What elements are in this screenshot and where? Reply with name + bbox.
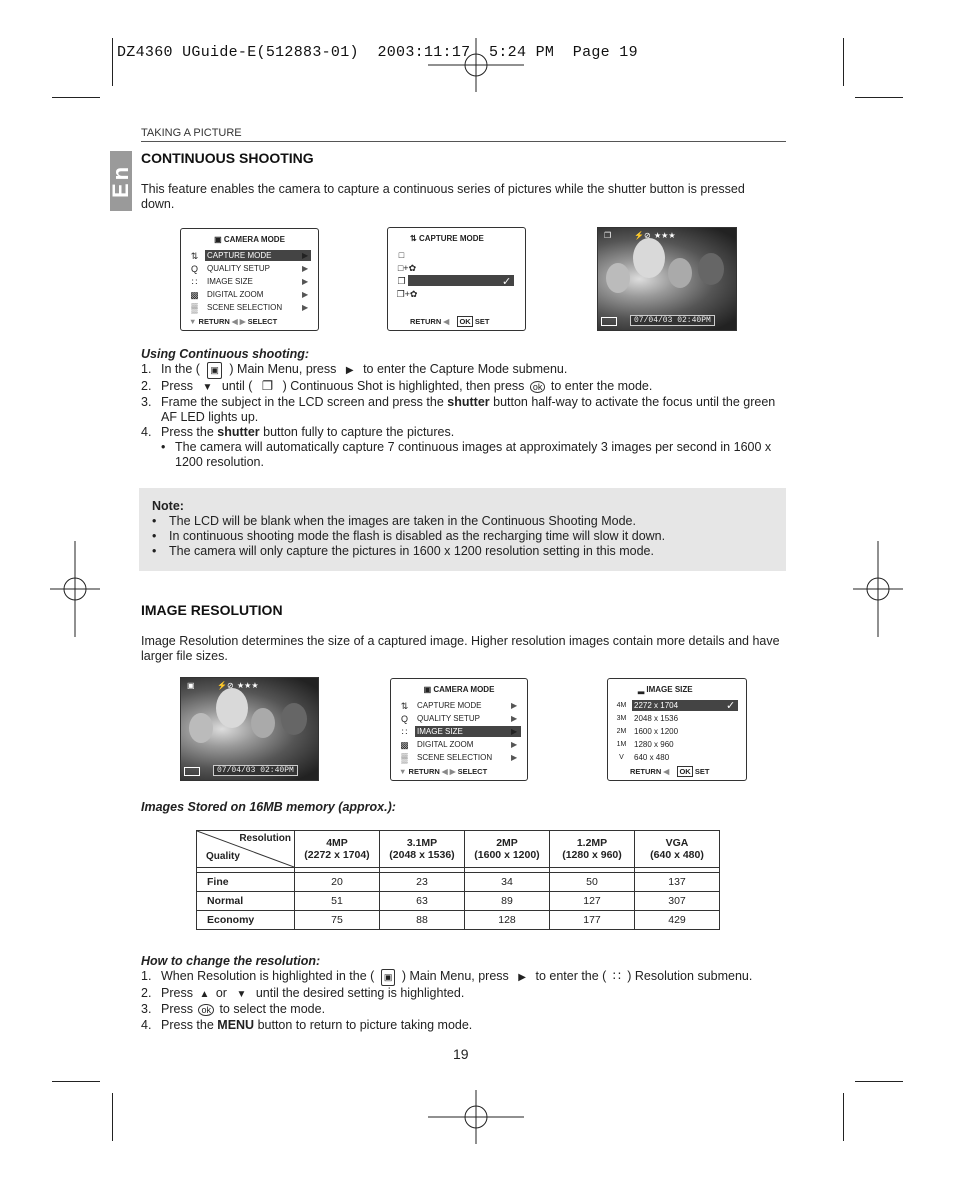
right-arrow-icon: ▶	[511, 701, 518, 710]
vga-icon: V	[619, 754, 624, 761]
table-column-header: 3.1MP (2048 x 1536)	[380, 831, 465, 868]
image-size-menu-screen	[607, 678, 747, 781]
quality-icon: Q	[190, 264, 198, 274]
table-cell: 128	[465, 911, 550, 930]
right-arrow-icon: ▶	[511, 753, 518, 762]
camera-mode-menu-screen	[180, 228, 319, 331]
quality-stars-icon: ★★★	[237, 681, 259, 690]
table-cell: 88	[380, 911, 465, 930]
checkmark-icon: ✓	[726, 700, 736, 712]
image-size-icon: ∷	[612, 969, 621, 983]
menu-footer: RETURN ◀ OK SET	[630, 767, 710, 776]
scene-icon: ▒	[191, 303, 198, 313]
up-arrow-icon: ▲	[199, 989, 210, 1000]
size-option-640: 640 x 480	[634, 753, 670, 762]
step-3: 3. Press ok to select the mode.	[141, 1002, 326, 1016]
checkmark-icon: ✓	[502, 276, 512, 288]
note-item: • The LCD will be blank when the images are taken in the Continuous Shooting Mode.	[152, 514, 636, 528]
right-arrow-icon: ▶	[511, 714, 518, 723]
battery-icon	[184, 767, 200, 776]
table-cell: 137	[635, 873, 720, 892]
right-arrow-icon: ▶	[302, 277, 309, 286]
table-cell: 51	[295, 892, 380, 911]
table-row	[197, 892, 720, 911]
table-cell: 23	[380, 873, 465, 892]
menu-item-continuous-shot	[408, 275, 514, 286]
crop-mark	[112, 38, 113, 86]
flash-off-icon: ⚡⊘	[634, 231, 651, 240]
photo-subject	[216, 688, 248, 728]
crop-mark	[843, 38, 844, 86]
lcd-photo-preview	[597, 227, 737, 331]
language-tab: En	[110, 151, 132, 211]
table-cell: 63	[380, 892, 465, 911]
menu-title: ▂ IMAGE SIZE	[638, 685, 693, 694]
menu-title: ▣ CAMERA MODE	[423, 685, 495, 694]
registration-target-icon	[428, 1090, 524, 1144]
1mp-icon: 1M	[616, 741, 627, 748]
table-column-header: 1.2MP (1280 x 960)	[550, 831, 635, 868]
right-arrow-icon: ▶	[345, 365, 354, 376]
right-arrow-icon: ▶	[302, 251, 309, 260]
right-arrow-icon: ▶	[302, 290, 309, 299]
menu-item-image-size: IMAGE SIZE	[415, 726, 521, 737]
menu-item-scene-selection: SCENE SELECTION	[207, 303, 283, 312]
menu-item-quality-setup: QUALITY SETUP	[207, 264, 270, 273]
step-1: 1. When Resolution is highlighted in the ( ▣ ) Main Menu, press ▶ to enter the ( ∷ ) Resolution submenu.	[141, 969, 791, 986]
step-3: 3. Frame the subject in the LCD screen and press the shutter button half-way to activate the focus until the green AF LED lights up.	[141, 395, 776, 424]
capture-mode-icon: ⇅	[190, 251, 199, 261]
crop-mark	[52, 1081, 100, 1082]
table-cell: 34	[465, 873, 550, 892]
size-option-1280: 1280 x 960	[634, 740, 674, 749]
note-title: Note:	[152, 499, 184, 513]
registration-target-icon	[428, 38, 524, 92]
size-option-2272: 2272 x 1704	[632, 700, 738, 711]
table-column-header: 4MP (2272 x 1704)	[295, 831, 380, 868]
step-4: 4. Press the MENU button to return to picture taking mode.	[141, 1018, 473, 1032]
battery-icon	[601, 317, 617, 326]
continuous-shot-icon: ❐	[604, 231, 612, 240]
quality-label: Economy	[197, 911, 295, 930]
step-2: 2. Press ▼ until ( ❐ ) Continuous Shot is highlighted, then press ok to enter the mode.	[141, 379, 653, 393]
quality-label: Normal	[197, 892, 295, 911]
table-row	[197, 873, 720, 892]
photo-subject	[281, 703, 307, 735]
camera-mode-menu-screen	[390, 678, 528, 781]
zoom-icon: ▩	[190, 290, 199, 300]
photo-subject	[633, 238, 665, 278]
ok-button-icon: ok	[198, 1004, 214, 1016]
menu-item-scene-selection: SCENE SELECTION	[417, 753, 493, 762]
table-column-header: 2MP (1600 x 1200)	[465, 831, 550, 868]
crop-mark	[52, 97, 100, 98]
images-stored-title: Images Stored on 16MB memory (approx.):	[141, 800, 396, 814]
table-cell: 307	[635, 892, 720, 911]
table-cell: 20	[295, 873, 380, 892]
step-4: 4. Press the shutter button fully to capture the pictures.	[141, 425, 455, 439]
size-option-2048: 2048 x 1536	[634, 714, 679, 723]
image-size-icon: ▂	[638, 685, 645, 694]
zoom-icon: ▩	[400, 740, 409, 750]
photo-subject	[251, 708, 275, 738]
page-number: 19	[453, 1046, 469, 1062]
continuous-shot-icon: ❐	[397, 276, 406, 286]
down-arrow-icon: ▼	[236, 989, 247, 1000]
registration-target-icon	[853, 541, 903, 637]
photo-subject	[606, 263, 630, 293]
right-arrow-icon: ▶	[518, 972, 526, 983]
section-label: TAKING A PICTURE	[141, 127, 242, 139]
using-continuous-title: Using Continuous shooting:	[141, 347, 310, 361]
menu-item-capture-mode: CAPTURE MODE	[205, 250, 311, 261]
crop-mark	[843, 1093, 844, 1141]
size-option-1600: 1600 x 1200	[634, 727, 679, 736]
camera-icon: ▣	[381, 969, 396, 986]
note-item: • In continuous shooting mode the flash is disabled as the recharging time will slow it down.	[152, 529, 666, 543]
table-cell: 127	[550, 892, 635, 911]
table-cell: 429	[635, 911, 720, 930]
menu-item-digital-zoom: DIGITAL ZOOM	[207, 290, 264, 299]
table-cell: 177	[550, 911, 635, 930]
crop-mark	[112, 1093, 113, 1141]
4mp-icon: 4M	[616, 702, 627, 709]
table-cell: 75	[295, 911, 380, 930]
2mp-icon: 2M	[616, 728, 627, 735]
right-arrow-icon: ▶	[302, 303, 309, 312]
image-resolution-title: IMAGE RESOLUTION	[141, 602, 283, 618]
table-column-header: VGA (640 x 480)	[635, 831, 720, 868]
step-1: 1. In the ( ▣ ) Main Menu, press ▶ to enter the Capture Mode submenu.	[141, 362, 786, 379]
photo-subject	[668, 258, 692, 288]
image-size-icon: ∷	[401, 727, 408, 737]
date-stamp: 07/04/03 02:40PM	[213, 765, 298, 776]
table-cell: 50	[550, 873, 635, 892]
print-header: DZ4360 UGuide-E(512883-01) 2003:11:17 5:24 PM Page 19	[117, 44, 638, 61]
down-arrow-icon: ▼	[202, 382, 213, 393]
right-arrow-icon: ▶	[302, 264, 309, 273]
image-size-icon: ∷	[191, 277, 198, 287]
registration-target-icon	[50, 541, 100, 637]
3mp-icon: 3M	[616, 715, 627, 722]
photo-subject	[698, 253, 724, 285]
capture-mode-icon: ⇅	[410, 234, 417, 243]
menu-title: ▣ CAMERA MODE	[214, 235, 285, 244]
header-rule	[141, 141, 786, 142]
single-shot-icon: □	[398, 250, 405, 260]
note-box	[139, 488, 786, 571]
camera-icon: ▣	[214, 235, 222, 244]
quality-icon: Q	[400, 714, 408, 724]
lcd-photo-preview	[180, 677, 319, 781]
camera-icon: ▣	[423, 685, 432, 694]
capture-mode-menu-screen	[387, 227, 526, 331]
right-arrow-icon: ▶	[511, 740, 518, 749]
scene-icon: ▒	[401, 753, 408, 763]
step-2: 2. Press ▲ or ▼ until the desired setting is highlighted.	[141, 986, 465, 1000]
menu-footer: ▼ RETURN ◀ ▶ SELECT	[399, 767, 488, 776]
continuous-timer-icon: ❐+✿	[396, 289, 418, 299]
resolution-table	[196, 830, 720, 930]
self-timer-icon: □+✿	[397, 263, 417, 273]
continuous-steps	[141, 362, 786, 470]
menu-title: ⇅ CAPTURE MODE	[410, 234, 484, 243]
continuous-shooting-title: CONTINUOUS SHOOTING	[141, 150, 314, 166]
quality-label: Fine	[197, 873, 295, 892]
menu-footer: ▼ RETURN ◀ ▶ SELECT	[189, 317, 278, 326]
note-list	[152, 514, 772, 559]
menu-item-image-size: IMAGE SIZE	[207, 277, 253, 286]
resolution-steps	[141, 969, 791, 1033]
camera-icon: ▣	[207, 362, 222, 379]
camera-icon: ▣	[187, 681, 195, 690]
menu-item-quality-setup: QUALITY SETUP	[417, 714, 480, 723]
continuous-shot-icon: ❐	[261, 379, 274, 393]
step-4-bullet: • The camera will automatically capture 7 continuous images at approximately 3 images per second in 1600 x 1200 resolution.	[161, 440, 772, 469]
resolution-intro: Image Resolution determines the size of a captured image. Higher resolution images contain more details and have larger file sizes.	[141, 634, 780, 663]
date-stamp: 07/04/03 02:40PM	[630, 315, 715, 326]
how-to-change-title: How to change the resolution:	[141, 954, 321, 968]
menu-item-capture-mode: CAPTURE MODE	[417, 701, 482, 710]
continuous-intro: This feature enables the camera to capture a continuous series of pictures while the shutter button is pressed down.	[141, 182, 745, 211]
note-item: • The camera will only capture the pictures in 1600 x 1200 resolution setting in this mode.	[152, 544, 654, 558]
table-header-row	[197, 831, 720, 868]
flash-off-icon: ⚡⊘	[217, 681, 234, 690]
capture-mode-icon: ⇅	[400, 701, 409, 711]
table-row	[197, 911, 720, 930]
photo-subject	[189, 713, 213, 743]
quality-stars-icon: ★★★	[654, 231, 676, 240]
crop-mark	[855, 97, 903, 98]
menu-footer: RETURN ◀ OK SET	[410, 317, 490, 326]
menu-item-digital-zoom: DIGITAL ZOOM	[417, 740, 474, 749]
ok-button-icon: ok	[530, 381, 546, 393]
table-corner-cell: Resolution Quality	[197, 831, 295, 868]
right-arrow-icon: ▶	[511, 727, 518, 736]
crop-mark	[855, 1081, 903, 1082]
table-cell: 89	[465, 892, 550, 911]
